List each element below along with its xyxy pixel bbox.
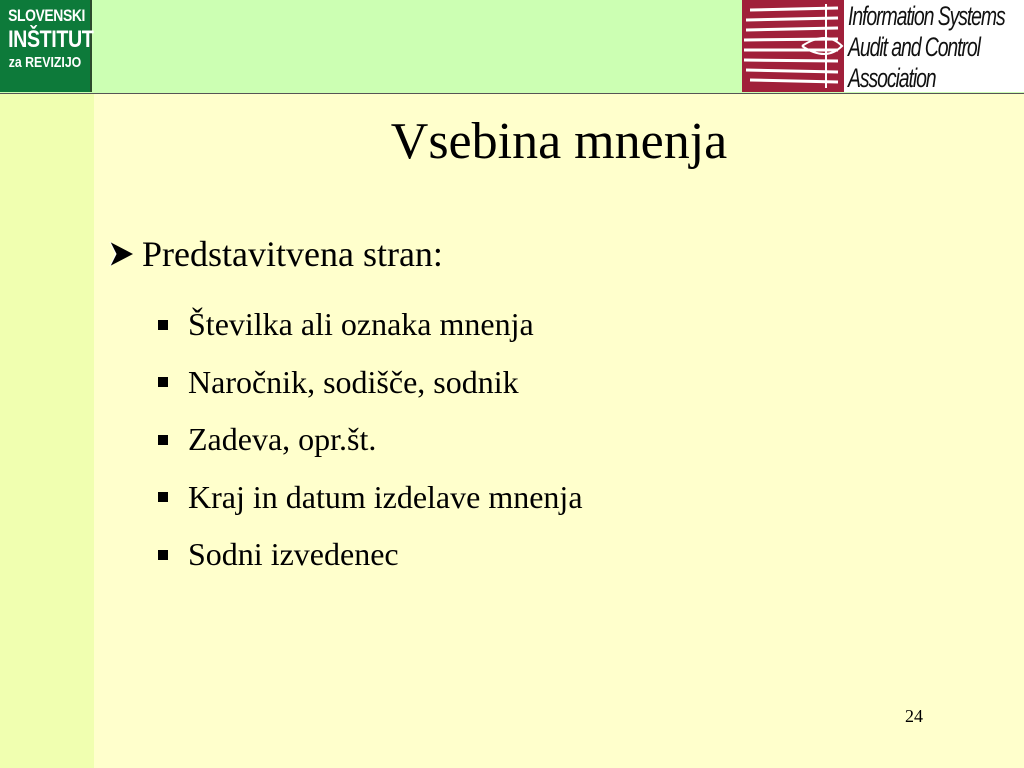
logo-line-3: za REVIZIJO: [8, 54, 82, 71]
level1-bullet: [106, 233, 443, 275]
list-item: [158, 354, 583, 412]
square-bullet-icon: [158, 377, 168, 387]
square-bullet-icon: [158, 492, 168, 502]
logo-line-2: INŠTITUT: [8, 26, 94, 53]
list-item: [158, 296, 583, 354]
list-item: [158, 469, 583, 527]
slide-title: Vsebina mnenja: [390, 113, 728, 170]
list-item-text: Sodni izvedenec: [188, 536, 399, 573]
isaca-logo: [742, 0, 1024, 92]
list-item: [158, 411, 583, 469]
isaca-mark-icon: [742, 0, 844, 92]
isaca-line-2: Audit and Control: [848, 32, 980, 62]
list-item-text: Kraj in datum izdelave mnenja: [188, 478, 583, 515]
left-band: [0, 94, 94, 768]
level1-text: Predstavitvena stran:: [142, 234, 443, 274]
list-item-text: Naročnik, sodišče, sodnik: [188, 363, 519, 400]
square-bullet-icon: [158, 320, 168, 330]
isaca-line-3: Association: [848, 63, 936, 93]
bullet-list: [158, 296, 583, 584]
page-number: 24: [905, 706, 923, 726]
arrow-bullet-icon: [106, 239, 136, 269]
isaca-wordmark: [848, 1, 1024, 94]
list-item: [158, 526, 583, 584]
isaca-line-1: Information Systems: [848, 1, 1005, 31]
square-bullet-icon: [158, 435, 168, 445]
list-item-text: Številka ali oznaka mnenja: [188, 306, 534, 343]
logo-line-1: SLOVENSKI: [8, 6, 85, 25]
slovenski-institut-logo: [0, 0, 92, 92]
list-item-text: Zadeva, opr.št.: [188, 421, 377, 458]
square-bullet-icon: [158, 550, 168, 560]
